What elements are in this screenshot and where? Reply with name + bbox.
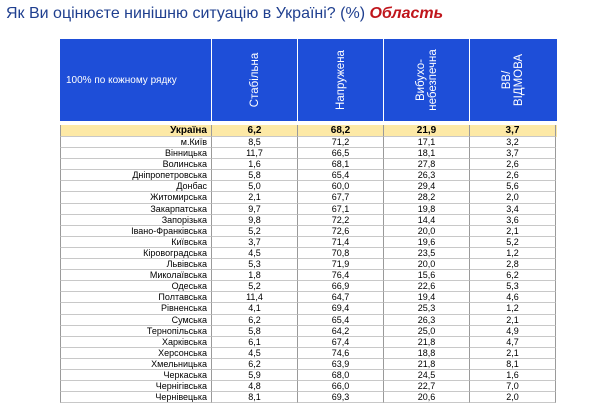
value-cell: 5,2 (212, 226, 298, 237)
value-cell: 68,0 (298, 370, 384, 381)
header-col-dk-refusal (470, 39, 556, 121)
table-row (60, 148, 557, 159)
value-cell: 67,7 (298, 192, 384, 203)
value-cell: 2,1 (470, 348, 556, 359)
region-cell: Полтавська (60, 292, 212, 303)
region-cell: Херсонська (60, 348, 212, 359)
value-cell: 22,6 (384, 281, 470, 292)
value-cell: 7,0 (470, 381, 556, 392)
table-row (60, 259, 557, 270)
table-row (60, 204, 557, 215)
value-cell: 5,8 (212, 170, 298, 181)
value-cell: 1,8 (212, 270, 298, 281)
value-cell: 5,9 (212, 370, 298, 381)
value-cell: 4,5 (212, 248, 298, 259)
value-cell: 18,8 (384, 348, 470, 359)
header-col-text: Стабільна (248, 52, 261, 108)
value-cell: 11,4 (212, 292, 298, 303)
results-table (60, 39, 557, 403)
table-row-total (60, 125, 557, 137)
value-cell: 4,1 (212, 303, 298, 314)
value-cell: 6,2 (470, 270, 556, 281)
value-cell: 6,2 (212, 125, 298, 137)
value-cell: 3,2 (470, 137, 556, 148)
value-cell: 5,3 (212, 259, 298, 270)
value-cell: 28,2 (384, 192, 470, 203)
region-cell: м.Київ (60, 137, 212, 148)
value-cell: 3,7 (470, 125, 556, 137)
value-cell: 27,8 (384, 159, 470, 170)
table-row (60, 270, 557, 281)
value-cell: 72,2 (298, 215, 384, 226)
table-row (60, 337, 557, 348)
header-col-text: Вибухо- небезпечна (414, 49, 439, 111)
value-cell: 5,8 (212, 326, 298, 337)
value-cell: 6,2 (212, 359, 298, 370)
region-cell: Волинська (60, 159, 212, 170)
value-cell: 24,5 (384, 370, 470, 381)
table-row (60, 226, 557, 237)
value-cell: 2,1 (212, 192, 298, 203)
value-cell: 1,2 (470, 303, 556, 314)
value-cell: 65,4 (298, 170, 384, 181)
value-cell: 11,7 (212, 148, 298, 159)
value-cell: 2,0 (470, 192, 556, 203)
value-cell: 2,6 (470, 159, 556, 170)
value-cell: 71,2 (298, 137, 384, 148)
region-cell: Житомирська (60, 192, 212, 203)
value-cell: 6,2 (212, 315, 298, 326)
value-cell: 1,6 (470, 370, 556, 381)
value-cell: 18,1 (384, 148, 470, 159)
region-cell: Миколаївська (60, 270, 212, 281)
value-cell: 26,3 (384, 170, 470, 181)
table-row (60, 281, 557, 292)
value-cell: 67,4 (298, 337, 384, 348)
value-cell: 4,5 (212, 348, 298, 359)
value-cell: 74,6 (298, 348, 384, 359)
table-row (60, 159, 557, 170)
table-row (60, 326, 557, 337)
value-cell: 66,5 (298, 148, 384, 159)
value-cell: 63,9 (298, 359, 384, 370)
value-cell: 9,7 (212, 204, 298, 215)
table-row (60, 192, 557, 203)
value-cell: 1,2 (470, 248, 556, 259)
table-row (60, 181, 557, 192)
value-cell: 3,7 (470, 148, 556, 159)
value-cell: 21,9 (384, 125, 470, 137)
table-row (60, 315, 557, 326)
header-col-text: ВВ/ ВІДМОВА (501, 53, 525, 107)
page-title (6, 5, 443, 23)
value-cell: 67,1 (298, 204, 384, 215)
value-cell: 6,1 (212, 337, 298, 348)
value-cell: 19,4 (384, 292, 470, 303)
value-cell: 2,1 (470, 226, 556, 237)
region-cell: Тернопільська (60, 326, 212, 337)
value-cell: 8,5 (212, 137, 298, 148)
value-cell: 4,6 (470, 292, 556, 303)
value-cell: 4,8 (212, 381, 298, 392)
table-row (60, 381, 557, 392)
value-cell: 69,3 (298, 392, 384, 403)
header-label: 100% по кожному рядку (60, 39, 212, 121)
value-cell: 1,6 (212, 159, 298, 170)
value-cell: 64,7 (298, 292, 384, 303)
value-cell: 3,4 (470, 204, 556, 215)
table-row (60, 237, 557, 248)
table-body (60, 125, 557, 403)
value-cell: 2,6 (470, 170, 556, 181)
value-cell: 5,6 (470, 181, 556, 192)
value-cell: 68,1 (298, 159, 384, 170)
value-cell: 3,7 (212, 237, 298, 248)
region-cell: Одеська (60, 281, 212, 292)
region-cell: Львівська (60, 259, 212, 270)
value-cell: 76,4 (298, 270, 384, 281)
region-cell: Запорізька (60, 215, 212, 226)
title-main: Як Ви оцінюєте нинішню ситуацію в Україні? (%) (6, 5, 366, 22)
value-cell: 72,6 (298, 226, 384, 237)
table-row (60, 137, 557, 148)
table-row (60, 248, 557, 259)
region-cell: Сумська (60, 315, 212, 326)
value-cell: 68,2 (298, 125, 384, 137)
value-cell: 17,1 (384, 137, 470, 148)
value-cell: 25,3 (384, 303, 470, 314)
value-cell: 69,4 (298, 303, 384, 314)
value-cell: 9,8 (212, 215, 298, 226)
region-cell: Вінницька (60, 148, 212, 159)
value-cell: 20,0 (384, 259, 470, 270)
value-cell: 8,1 (212, 392, 298, 403)
region-cell: Рівненська (60, 303, 212, 314)
header-col-explosive (384, 39, 470, 121)
value-cell: 19,8 (384, 204, 470, 215)
region-cell: Черкаська (60, 370, 212, 381)
table-row (60, 370, 557, 381)
value-cell: 5,0 (212, 181, 298, 192)
value-cell: 3,6 (470, 215, 556, 226)
table-row (60, 359, 557, 370)
region-cell: Київська (60, 237, 212, 248)
value-cell: 25,0 (384, 326, 470, 337)
value-cell: 4,7 (470, 337, 556, 348)
value-cell: 15,6 (384, 270, 470, 281)
value-cell: 20,0 (384, 226, 470, 237)
table-row (60, 348, 557, 359)
header-col-text: Напружена (334, 50, 347, 110)
value-cell: 29,4 (384, 181, 470, 192)
region-cell: Харківська (60, 337, 212, 348)
value-cell: 65,4 (298, 315, 384, 326)
value-cell: 4,9 (470, 326, 556, 337)
value-cell: 5,2 (212, 281, 298, 292)
value-cell: 20,6 (384, 392, 470, 403)
table-row (60, 292, 557, 303)
header-col-tense (298, 39, 384, 121)
region-cell: Закарпатська (60, 204, 212, 215)
table-row (60, 303, 557, 314)
value-cell: 66,9 (298, 281, 384, 292)
table-row (60, 392, 557, 403)
value-cell: 21,8 (384, 337, 470, 348)
title-highlight: Область (369, 5, 444, 22)
value-cell: 19,6 (384, 237, 470, 248)
region-cell: Донбас (60, 181, 212, 192)
value-cell: 5,3 (470, 281, 556, 292)
value-cell: 26,3 (384, 315, 470, 326)
region-cell: Чернівецька (60, 392, 212, 403)
value-cell: 2,0 (470, 392, 556, 403)
value-cell: 60,0 (298, 181, 384, 192)
value-cell: 2,8 (470, 259, 556, 270)
value-cell: 21,8 (384, 359, 470, 370)
region-cell: Україна (60, 125, 212, 137)
table-header (60, 39, 557, 121)
value-cell: 5,2 (470, 237, 556, 248)
value-cell: 8,1 (470, 359, 556, 370)
value-cell: 22,7 (384, 381, 470, 392)
region-cell: Кіровоградська (60, 248, 212, 259)
value-cell: 71,4 (298, 237, 384, 248)
value-cell: 66,0 (298, 381, 384, 392)
region-cell: Хмельницька (60, 359, 212, 370)
value-cell: 64,2 (298, 326, 384, 337)
region-cell: Чернігівська (60, 381, 212, 392)
value-cell: 2,1 (470, 315, 556, 326)
value-cell: 23,5 (384, 248, 470, 259)
region-cell: Івано-Франківська (60, 226, 212, 237)
table-row (60, 215, 557, 226)
table-row (60, 170, 557, 181)
region-cell: Дніпропетровська (60, 170, 212, 181)
value-cell: 71,9 (298, 259, 384, 270)
value-cell: 70,8 (298, 248, 384, 259)
header-col-stable (212, 39, 298, 121)
value-cell: 14,4 (384, 215, 470, 226)
